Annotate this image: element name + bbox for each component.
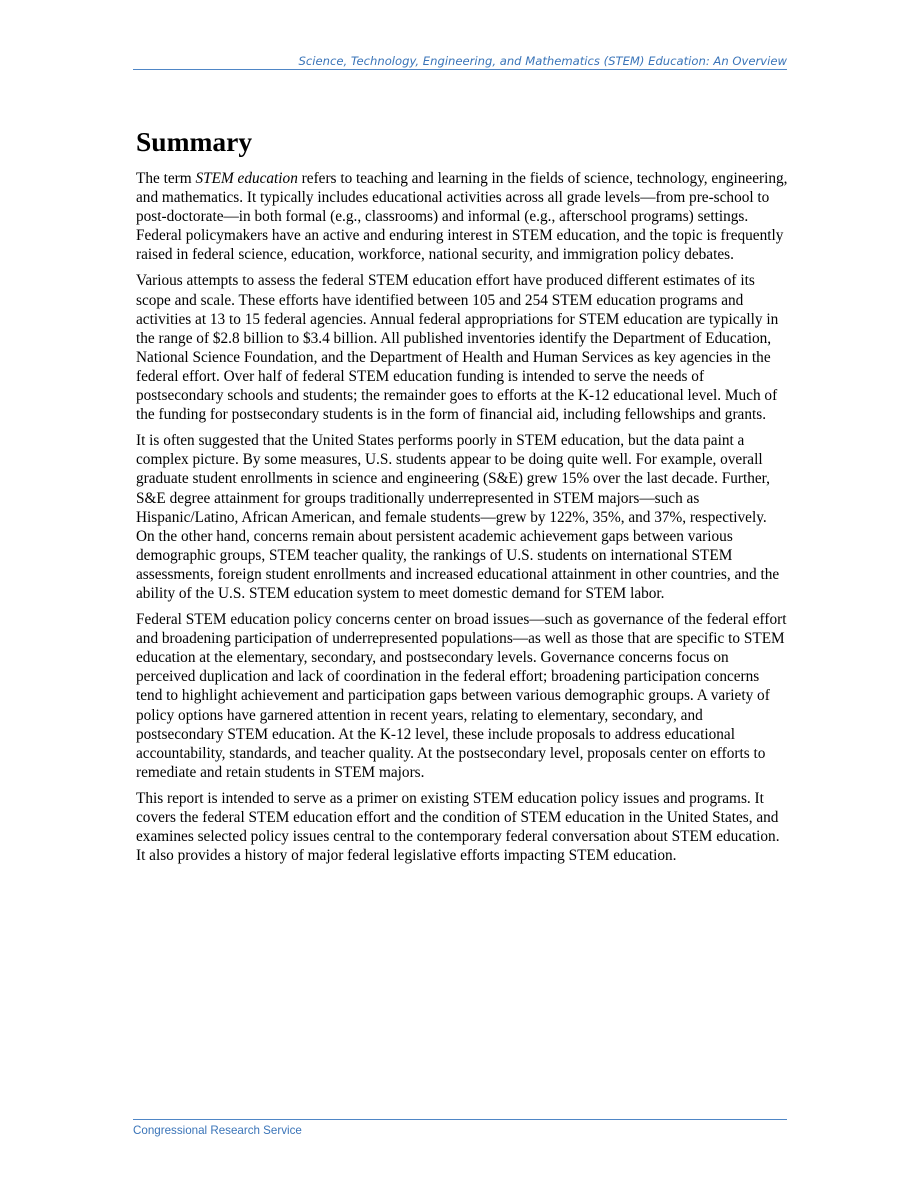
defined-term: STEM education [195,170,298,187]
summary-paragraph-3: It is often suggested that the United States performs poorly in STEM education, but the data paint a complex picture. By some measures, U.S. students appear to be doing quite well. For example, overall graduate student enrollments in science and engineering (S&E) grew 15% over the last decade. Further, S&E degree attainment for groups traditionally underrepresented in STEM majors—such as Hispanic/Latino, African American, and female students—grew by 122%, 35%, and 37%, respectively. On the other hand, concerns remain about persistent academic achievement gaps between various demographic groups, STEM teacher quality, the rankings of U.S. students on international STEM assessments, foreign student enrollments and increased educational attainment in other countries, and the ability of the U.S. STEM education system to meet domestic demand for STEM labor. [136,432,780,602]
paragraph-text: refers to teaching and learning in the fields of science, technology, engineering, and mathematics. It typically includes educational activities across all grade levels—from pre-school to post-doctorate—in both formal (e.g., classrooms) and informal (e.g., afterschool programs) settings. Federal policymakers have an active and enduring interest in STEM education, and the topic is frequently raised in federal science, education, workforce, national security, and immigration policy debates. [136,170,788,264]
summary-paragraph-1 [136,169,788,264]
summary-section [136,124,788,872]
summary-paragraph-5: This report is intended to serve as a primer on existing STEM education policy issues and programs. It covers the federal STEM education effort and the condition of STEM education in the United States, and examines selected policy issues central to the contemporary federal conversation about STEM education. It also provides a history of major federal legislative efforts impacting STEM education. [136,789,780,865]
paragraph-text: The term [136,170,196,187]
summary-paragraph-2: Various attempts to assess the federal STEM education effort have produced different estimates of its scope and scale. These efforts have identified between 105 and 254 STEM education programs and activities at 13 to 15 federal agencies. Annual federal appropriations for STEM education are typically in the range of $2.8 billion to $3.4 billion. All published inventories identify the Department of Education, National Science Foundation, and the Department of Health and Human Services as key agencies in the federal effort. Over half of federal STEM education funding is intended to serve the needs of postsecondary schools and students; the remainder goes to efforts at the K-12 educational level. Much of the funding for postsecondary students is in the form of financial aid, including fellowships and grants. [136,272,779,424]
footer-organization: Congressional Research Service [133,1124,302,1137]
page-footer [133,1119,787,1137]
running-header: Science, Technology, Engineering, and Mathematics (STEM) Education: An Overview [133,53,787,70]
section-heading: Summary [136,126,253,157]
summary-paragraph-4: Federal STEM education policy concerns center on broad issues—such as governance of the federal effort and broadening participation of underrepresented populations—as well as those that are specific to STEM education at the elementary, secondary, and postsecondary levels. Governance concerns focus on perceived duplication and lack of coordination in the federal effort; broadening participation concerns tend to highlight achievement and participation gaps between various demographic groups. A variety of policy options have garnered attention in recent years, relating to elementary, secondary, and postsecondary STEM education. At the K-12 level, these include proposals to address educational accountability, standards, and teacher quality. At the postsecondary level, proposals center on efforts to remediate and retain students in STEM majors. [136,611,787,781]
